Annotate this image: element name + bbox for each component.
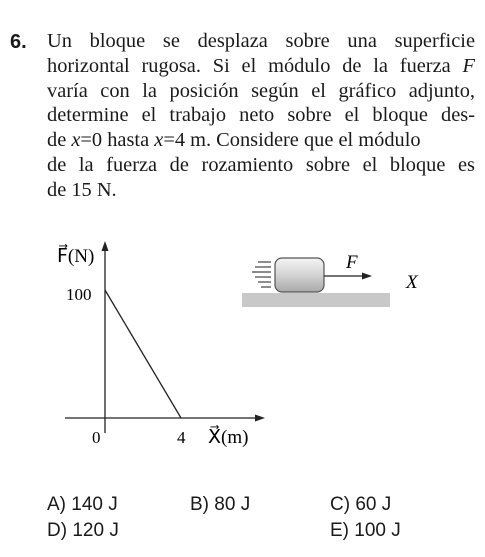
option-a[interactable]: A) 140 J <box>47 494 118 515</box>
block <box>275 258 324 292</box>
force-label: F <box>346 252 358 273</box>
block-diagram <box>242 252 419 307</box>
question-line-7: de 15 N. <box>47 178 117 201</box>
origin-label: 0 <box>92 428 101 447</box>
force-position-graph <box>57 241 265 448</box>
question-line-1: Un bloque se desplaza sobre una superficie <box>47 30 475 52</box>
question-number: 6. <box>10 31 27 53</box>
x-tick-4: 4 <box>177 428 186 447</box>
x-axis-label: X⃗(m) <box>208 427 249 448</box>
x-axis-arrow <box>255 415 265 422</box>
question-line-5: de x=0 hasta x=4 m. Considere que el módulo <box>47 129 421 152</box>
question-line-3: varía con la posición según el gráfico adjunto, <box>47 79 475 102</box>
option-e[interactable]: E) 100 J <box>330 520 401 541</box>
force-line <box>105 290 181 418</box>
motion-lines <box>252 262 271 287</box>
question-line-2: horizontal rugosa. Si el módulo de la fuerza F <box>47 54 475 77</box>
force-arrow-head <box>362 273 372 280</box>
option-c[interactable]: C) 60 J <box>330 494 392 515</box>
x-direction-label: X <box>406 272 418 293</box>
y-axis-label: F⃗(N) <box>57 246 95 267</box>
y-axis-arrow <box>102 241 109 251</box>
question-line-6: de la fuerza de rozamiento sobre el bloque es <box>47 153 475 176</box>
question-line-4: determine el trabajo neto sobre el bloque des- <box>47 104 475 127</box>
option-d[interactable]: D) 120 J <box>47 520 119 541</box>
y-tick-100: 100 <box>66 285 92 304</box>
rough-surface <box>242 293 390 307</box>
option-b[interactable]: B) 80 J <box>190 494 251 515</box>
